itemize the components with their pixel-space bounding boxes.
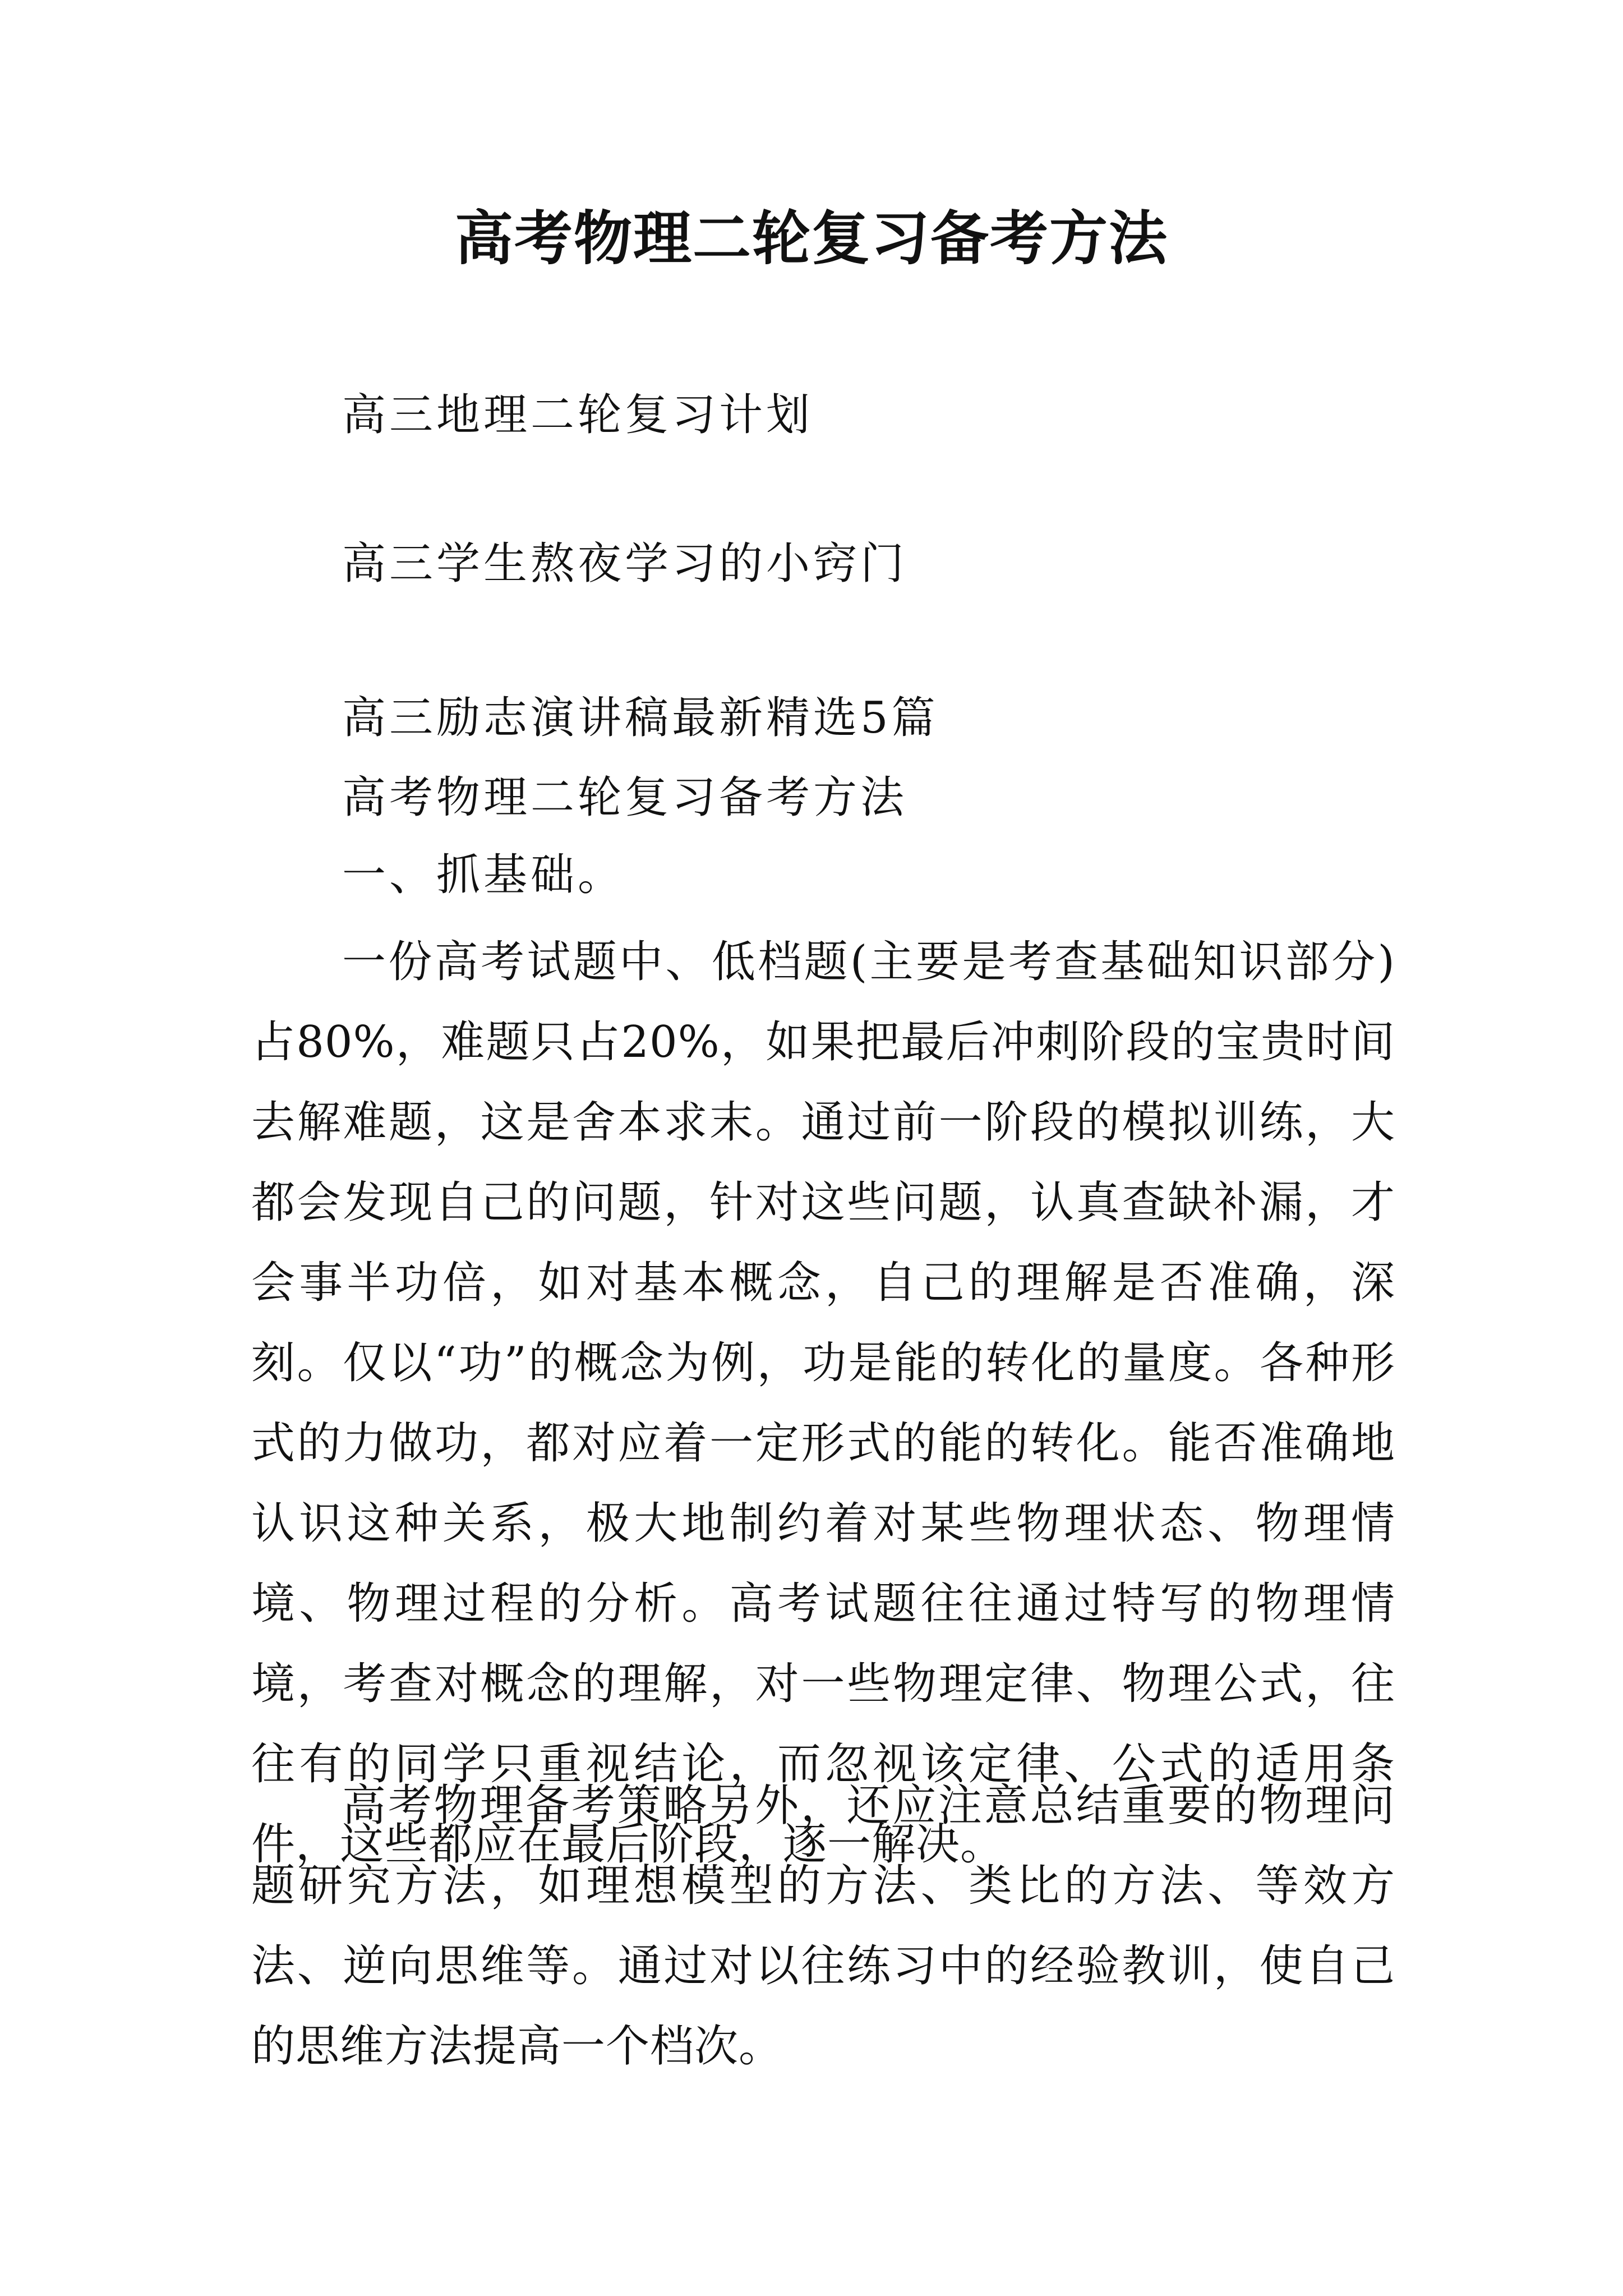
document-title: 高考物理二轮复习备考方法 (454, 204, 1168, 273)
related-link-geography-plan[interactable]: 高三地理二轮复习计划 (342, 390, 814, 440)
section-subtitle: 高考物理二轮复习备考方法 (342, 772, 908, 823)
paragraph-basics: 一份高考试题中、低档题(主要是考查基础知识部分)占80%，难题只占20%，如果把最后冲刺阶段的宝贵时间去解难题，这是舍本求末。通过前一阶段的模拟训练，大都会发现自己的问题，针对这些问题，认真查缺补漏，才会事半功倍，如对基本概念，自己的理解是否准确，深刻。仅以“功”的概念为例，功是能的转化的量度。各种形式的力做功，都对应着一定形式的能的转化。能否准确地认识这种关系，极大地制约着对某些物理状态、物理情境、物理过程的分析。高考试题往往通过特写的物理情境，考查对概念的理解，对一些物理定律、物理公式，往往有的同学只重视结论，而忽视该定律、公式的适用条件，这些都应在最后阶段，逐一解决。 (251, 937, 1395, 1870)
paragraph-methods: 高考物理备考策略另外，还应注意总结重要的物理问题研究方法，如理想模型的方法、类比的方法、等效方法、逆向思维等。通过对以往练习中的经验教训，使自己的思维方法提高一个档次。 (251, 1780, 1395, 2072)
section-heading: 一、抓基础。 (342, 850, 625, 900)
related-link-motivational-speech[interactable]: 高三励志演讲稿最新精选5篇 (342, 693, 939, 743)
related-link-late-night-study[interactable]: 高三学生熬夜学习的小窍门 (342, 539, 908, 589)
